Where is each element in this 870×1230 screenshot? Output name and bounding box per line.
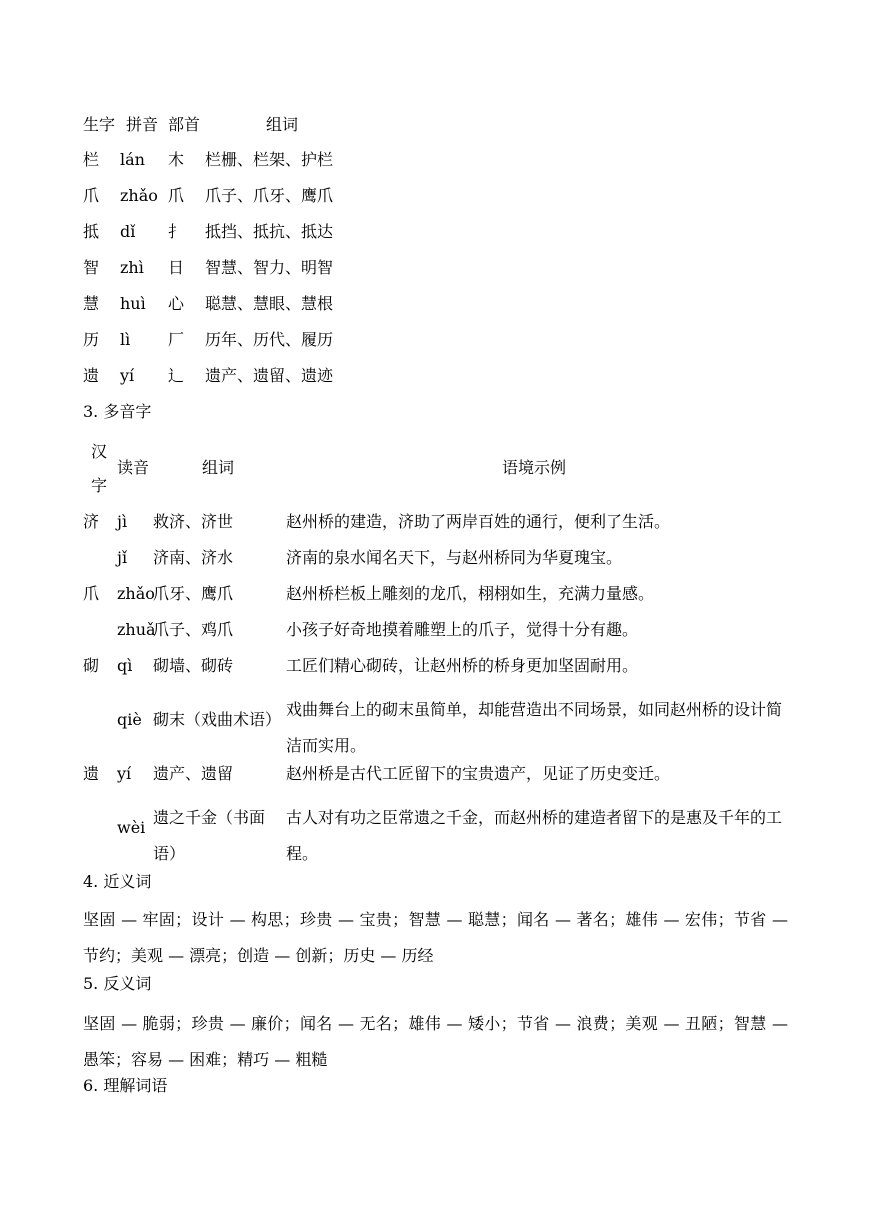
example: 赵州桥栏板上雕刻的龙爪，栩栩如生，充满力量感。 [286,584,655,603]
radical: 木 [168,150,185,169]
reading: qiè [117,710,142,729]
example: 戏曲舞台上的砌末虽简单，却能营造出不同场景，如同赵州桥的设计简洁而实用。 [286,700,783,755]
section3-title: 3. 多音字 [83,402,152,421]
words: 抵挡、抵抗、抵达 [205,222,334,241]
words: 爪子、鸡爪 [153,620,234,639]
words: 栏栅、栏架、护栏 [205,150,334,169]
example: 赵州桥是古代工匠留下的宝贵遗产，见证了历史变迁。 [286,764,671,783]
char: 慧 [83,294,100,313]
table1-header-words: 组词 [266,115,299,134]
words: 济南、济水 [153,548,234,567]
example: 古人对有功之臣常遗之千金，而赵州桥的建造者留下的是惠及千年的工程。 [286,808,783,863]
reading: zhǎo [117,584,155,603]
words: 聪慧、慧眼、慧根 [205,294,334,313]
char: 爪 [83,186,100,205]
section3-header-char-line1: 汉 [91,442,108,461]
words: 遗之千金（书面语） [153,808,266,863]
pinyin: lán [120,150,145,169]
pinyin: dǐ [120,222,136,241]
reading: zhuǎ [117,620,156,639]
reading: yí [117,764,132,783]
char: 抵 [83,222,100,241]
pinyin: yí [120,366,135,385]
radical: 扌 [168,222,185,241]
example: 工匠们精心砌砖，让赵州桥的桥身更加坚固耐用。 [286,656,639,675]
table1-header-radical: 部首 [168,115,201,134]
section3-header-example: 语境示例 [502,458,567,477]
char: 智 [83,258,100,277]
pinyin: zhǎo [120,186,158,205]
radical: 厂 [168,330,185,349]
reading: qì [117,656,133,675]
char: 济 [83,512,100,531]
example: 小孩子好奇地摸着雕塑上的爪子，觉得十分有趣。 [286,620,639,639]
pinyin: huì [120,294,146,313]
radical: 爪 [168,186,185,205]
synonyms-text: 坚固 — 牢固；设计 — 构思；珍贵 — 宝贵；智慧 — 聪慧；闻名 — 著名；雄伟 — 宏伟；节省 — 节约；美观 — 漂亮；创造 — 创新；历史 — 历经 [83,910,788,965]
words: 遗产、遗留 [153,764,234,783]
section3-header-reading: 读音 [117,458,150,477]
char: 遗 [83,366,100,385]
words: 砌末（戏曲术语） [153,710,282,729]
example: 赵州桥的建造，济助了两岸百姓的通行，便利了生活。 [286,512,671,531]
words: 救济、济世 [153,512,234,531]
radical: 辶 [168,366,185,385]
section5-title: 5. 反义词 [83,974,152,993]
pinyin: zhì [120,258,144,277]
section4-title: 4. 近义词 [83,872,152,891]
words: 砌墙、砌砖 [153,656,234,675]
section6-title: 6. 理解词语 [83,1076,168,1095]
radical: 心 [168,294,185,313]
words: 智慧、智力、明智 [205,258,334,277]
words: 遗产、遗留、遗迹 [205,366,334,385]
antonyms-text: 坚固 — 脆弱；珍贵 — 廉价；闻名 — 无名；雄伟 — 矮小；节省 — 浪费；美观 — 丑陋；智慧 — 愚笨；容易 — 困难；精巧 — 粗糙 [83,1014,788,1069]
reading: jǐ [117,548,128,567]
char: 栏 [83,150,100,169]
words: 历年、历代、履历 [205,330,334,349]
char: 遗 [83,764,100,783]
example: 济南的泉水闻名天下，与赵州桥同为华夏瑰宝。 [286,548,623,567]
pinyin: lì [120,330,131,349]
char: 砌 [83,656,100,675]
char: 历 [83,330,100,349]
section3-header-char-line2: 字 [91,476,108,495]
table1-header-char: 生字 [83,115,116,134]
table1-header-pinyin: 拼音 [126,115,159,134]
reading: wèi [117,818,146,837]
section3-header-words: 组词 [202,458,235,477]
words: 爪子、爪牙、鹰爪 [205,186,334,205]
char: 爪 [83,584,100,603]
words: 爪牙、鹰爪 [153,584,234,603]
radical: 日 [168,258,185,277]
reading: jì [117,512,128,531]
